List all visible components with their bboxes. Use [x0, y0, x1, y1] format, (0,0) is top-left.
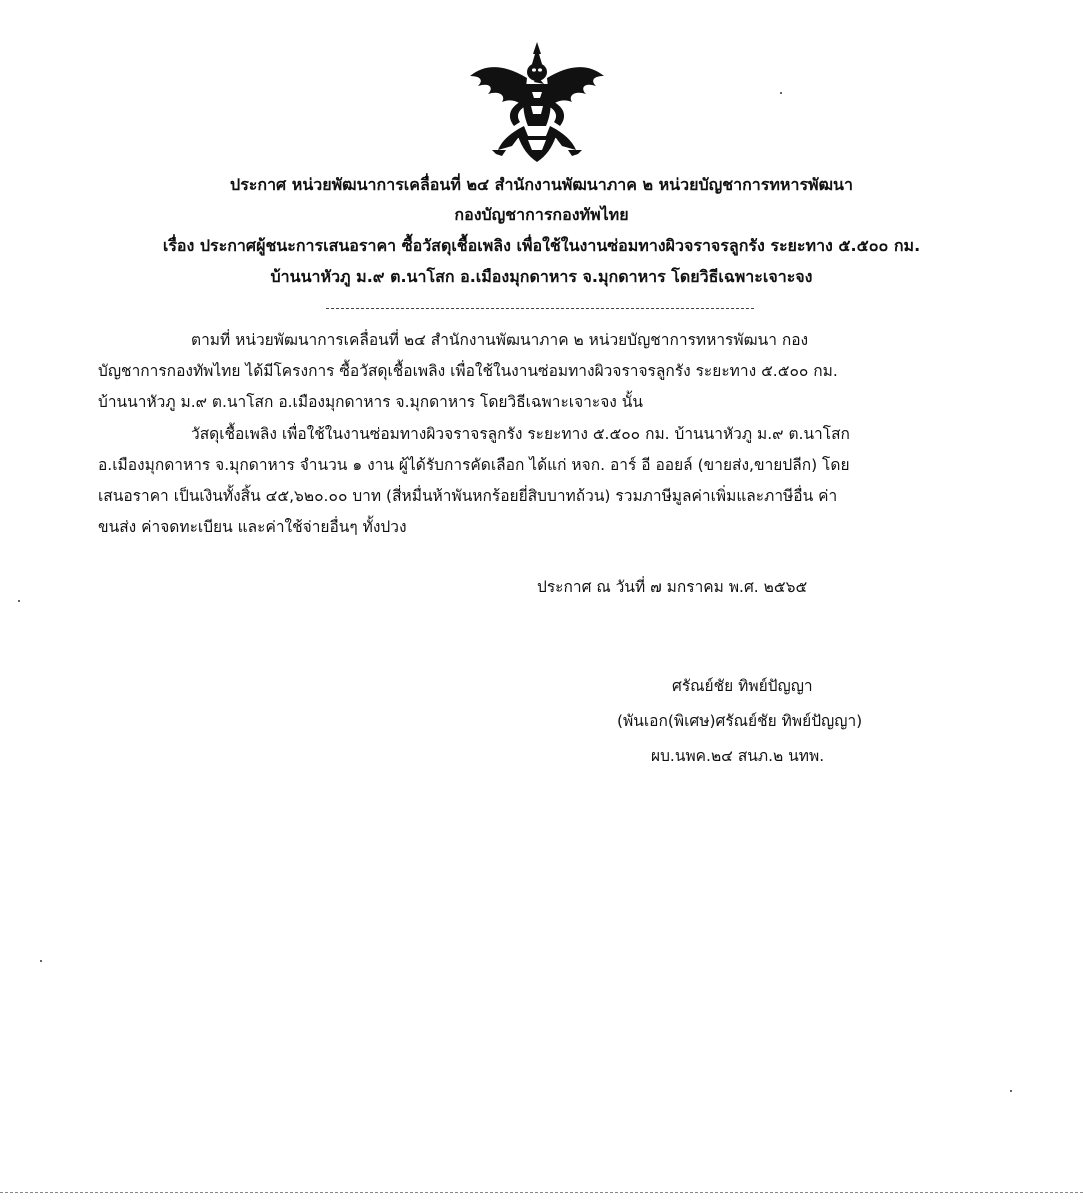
- paragraph-2-line-1: วัสดุเชื้อเพลิง เพื่อใช้ในงานซ่อมทางผิวจราจรลูกรัง ระยะทาง ๕.๕๐๐ กม. บ้านนาหัวภู ม.๙ ต.นาโสก: [191, 425, 850, 443]
- announcement-subject-line-1: เรื่อง ประกาศผู้ชนะการเสนอราคา ซื้อวัสดุเชื้อเพลิง เพื่อใช้ในงานซ่อมทางผิวจราจรลูกรัง ระยะทาง ๕.๕๐๐ กม.: [162, 236, 921, 255]
- paragraph-1-line-2: บัญชาการกองทัพไทย ได้มีโครงการ ซื้อวัสดุเชื้อเพลิง เพื่อใช้ในงานซ่อมทางผิวจราจรลูกรัง ระยะทาง ๕.๕๐๐ กม.: [98, 362, 838, 380]
- announcement-title-line-1: ประกาศ หน่วยพัฒนาการเคลื่อนที่ ๒๔ สำนักงานพัฒนาภาค ๒ หน่วยบัญชาการทหารพัฒนา: [230, 175, 853, 194]
- paragraph-2-line-3: เสนอราคา เป็นเงินทั้งสิ้น ๔๕,๖๒๐.๐๐ บาท (สี่หมื่นห้าพันหกร้อยยี่สิบบาทถ้วน) รวมภาษีมูลค่าเพิ่มและภาษีอื่น ค่า: [98, 487, 838, 505]
- scan-speck: [40, 960, 42, 962]
- title-divider: [326, 308, 754, 309]
- scan-speck: [18, 600, 20, 602]
- scan-speck: [780, 92, 782, 94]
- announcement-subject-line-2: บ้านนาหัวภู ม.๙ ต.นาโสก อ.เมืองมุกดาหาร จ.มุกดาหาร โดยวิธีเฉพาะเจาะจง: [270, 267, 813, 286]
- garuda-emblem-icon: [462, 40, 612, 168]
- signature-name: ศรัณย์ชัย ทิพย์ปัญญา: [672, 677, 813, 695]
- announcement-date: ประกาศ ณ วันที่ ๗ มกราคม พ.ศ. ๒๕๖๕: [537, 578, 808, 596]
- signer-position: ผบ.นพค.๒๔ สนภ.๒ นทพ.: [651, 747, 825, 765]
- scan-speck: [1010, 1090, 1012, 1092]
- paragraph-2-line-2: อ.เมืองมุกดาหาร จ.มุกดาหาร จำนวน ๑ งาน ผู้ได้รับการคัดเลือก ได้แก่ หจก. อาร์ อี ออยล์ (ขายส่ง,ขายปลีก) โดย: [98, 456, 850, 474]
- paragraph-1-line-3: บ้านนาหัวภู ม.๙ ต.นาโสก อ.เมืองมุกดาหาร จ.มุกดาหาร โดยวิธีเฉพาะเจาะจง นั้น: [98, 393, 643, 411]
- scan-bottom-edge: [0, 1192, 1083, 1193]
- signer-full-name: (พันเอก(พิเศษ)ศรัณย์ชัย ทิพย์ปัญญา): [617, 712, 863, 730]
- paragraph-1-line-1: ตามที่ หน่วยพัฒนาการเคลื่อนที่ ๒๔ สำนักงานพัฒนาภาค ๒ หน่วยบัญชาการทหารพัฒนา กอง: [191, 331, 809, 349]
- announcement-title-line-2: กองบัญชาการกองทัพไทย: [454, 205, 629, 224]
- paragraph-2-line-4: ขนส่ง ค่าจดทะเบียน และค่าใช้จ่ายอื่นๆ ทั้งปวง: [98, 518, 407, 536]
